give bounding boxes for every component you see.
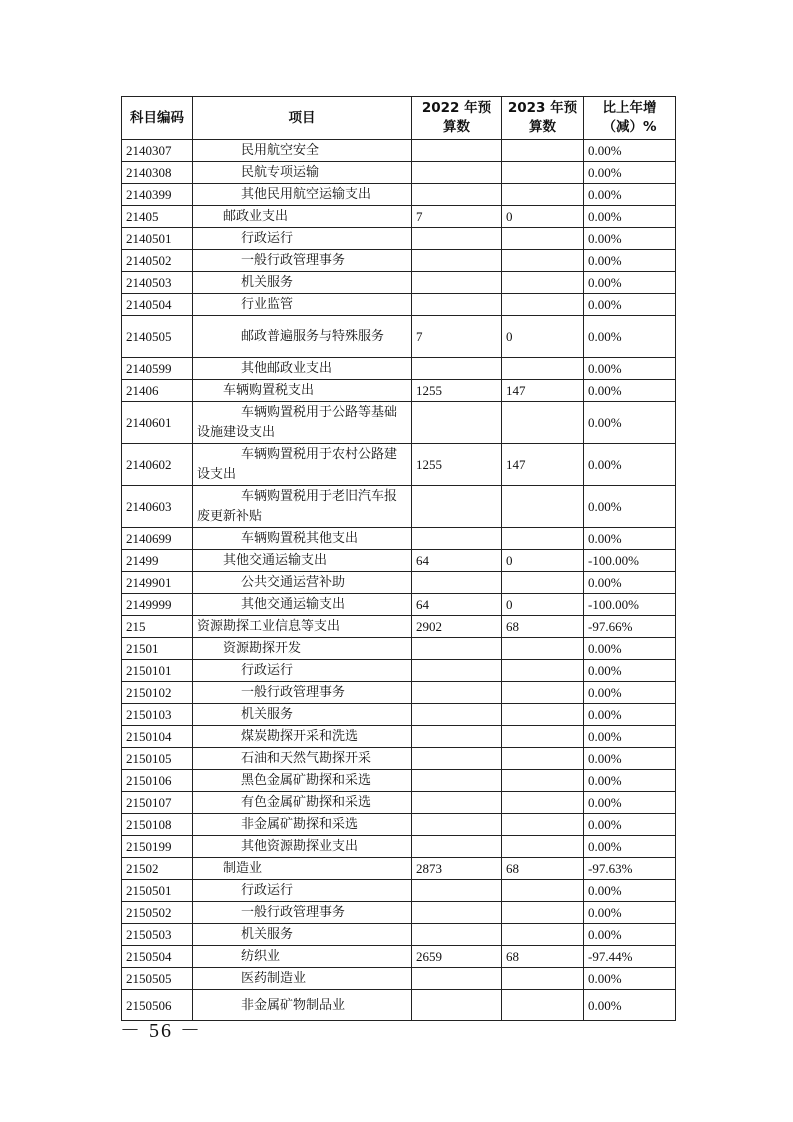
row-budget-2022: 2873 (412, 858, 502, 880)
budget-table (121, 96, 676, 1021)
row-budget-2022 (412, 682, 502, 704)
row-name: 机关服务 (193, 272, 412, 294)
row-code: 2140504 (122, 294, 193, 316)
row-code: 2140501 (122, 228, 193, 250)
row-budget-2022 (412, 726, 502, 748)
row-change: 0.00% (584, 990, 676, 1021)
row-budget-2023: 147 (502, 380, 584, 402)
row-budget-2022 (412, 748, 502, 770)
row-change: -100.00% (584, 594, 676, 616)
row-name: 非金属矿物制品业 (193, 990, 412, 1021)
row-budget-2023 (502, 682, 584, 704)
row-budget-2022: 7 (412, 316, 502, 358)
row-code: 2149999 (122, 594, 193, 616)
row-budget-2022: 1255 (412, 380, 502, 402)
row-code: 2150102 (122, 682, 193, 704)
table-row (122, 616, 676, 638)
row-budget-2022: 7 (412, 206, 502, 228)
row-budget-2022 (412, 902, 502, 924)
row-name: 非金属矿勘探和采选 (193, 814, 412, 836)
row-name: 资源勘探开发 (193, 638, 412, 660)
table-row (122, 550, 676, 572)
row-code: 2150501 (122, 880, 193, 902)
table-row (122, 528, 676, 550)
row-name: 其他交通运输支出 (193, 550, 412, 572)
row-change: 0.00% (584, 726, 676, 748)
row-change: 0.00% (584, 486, 676, 528)
row-budget-2023 (502, 184, 584, 206)
row-budget-2023 (502, 814, 584, 836)
page-number: － 56 － (120, 1020, 202, 1042)
row-budget-2023 (502, 880, 584, 902)
table-header-row (122, 97, 676, 140)
row-budget-2023 (502, 990, 584, 1021)
row-budget-2023 (502, 528, 584, 550)
row-name: 机关服务 (193, 704, 412, 726)
row-budget-2022: 2902 (412, 616, 502, 638)
row-budget-2023: 68 (502, 946, 584, 968)
table-row (122, 228, 676, 250)
row-budget-2023 (502, 792, 584, 814)
row-budget-2023: 0 (502, 594, 584, 616)
row-code: 2150106 (122, 770, 193, 792)
row-code: 2150104 (122, 726, 193, 748)
row-name: 纺织业 (193, 946, 412, 968)
row-code: 2150108 (122, 814, 193, 836)
row-budget-2023 (502, 272, 584, 294)
table-row (122, 748, 676, 770)
table-row (122, 402, 676, 444)
row-change: 0.00% (584, 638, 676, 660)
table-row (122, 162, 676, 184)
row-budget-2022 (412, 704, 502, 726)
row-name: 其他交通运输支出 (193, 594, 412, 616)
row-budget-2022 (412, 140, 502, 162)
row-name: 一般行政管理事务 (193, 250, 412, 272)
row-name: 黑色金属矿勘探和采选 (193, 770, 412, 792)
table-row (122, 272, 676, 294)
row-name: 机关服务 (193, 924, 412, 946)
row-budget-2022 (412, 294, 502, 316)
row-budget-2022 (412, 660, 502, 682)
table-row (122, 814, 676, 836)
row-name: 行政运行 (193, 880, 412, 902)
row-budget-2023 (502, 726, 584, 748)
row-name: 其他邮政业支出 (193, 358, 412, 380)
row-name: 民航专项运输 (193, 162, 412, 184)
row-budget-2022: 2659 (412, 946, 502, 968)
row-change: 0.00% (584, 572, 676, 594)
table-row (122, 924, 676, 946)
row-code: 21502 (122, 858, 193, 880)
header-change: 比上年增（减）% (584, 97, 676, 140)
table-row (122, 968, 676, 990)
row-change: 0.00% (584, 250, 676, 272)
row-change: 0.00% (584, 748, 676, 770)
row-change: -97.66% (584, 616, 676, 638)
row-change: 0.00% (584, 814, 676, 836)
table-row (122, 682, 676, 704)
row-budget-2023 (502, 638, 584, 660)
table-row (122, 206, 676, 228)
row-name: 民用航空安全 (193, 140, 412, 162)
row-change: 0.00% (584, 968, 676, 990)
header-budget-2022: 2022 年预算数 (412, 97, 502, 140)
table-row (122, 358, 676, 380)
row-budget-2022 (412, 272, 502, 294)
header-name: 项目 (193, 97, 412, 140)
row-code: 2150503 (122, 924, 193, 946)
table-row (122, 380, 676, 402)
row-change: 0.00% (584, 140, 676, 162)
table-row (122, 704, 676, 726)
row-name: 资源勘探工业信息等支出 (193, 616, 412, 638)
row-budget-2022 (412, 572, 502, 594)
row-budget-2023 (502, 770, 584, 792)
row-name: 医药制造业 (193, 968, 412, 990)
row-code: 2140503 (122, 272, 193, 294)
row-budget-2022 (412, 924, 502, 946)
row-code: 2149901 (122, 572, 193, 594)
table-row (122, 638, 676, 660)
row-code: 21405 (122, 206, 193, 228)
table-row (122, 836, 676, 858)
row-change: 0.00% (584, 228, 676, 250)
row-budget-2023 (502, 968, 584, 990)
row-name: 车辆购置税支出 (193, 380, 412, 402)
row-code: 21499 (122, 550, 193, 572)
row-budget-2022 (412, 638, 502, 660)
row-change: 0.00% (584, 380, 676, 402)
table-row (122, 316, 676, 358)
row-change: 0.00% (584, 770, 676, 792)
table-row (122, 294, 676, 316)
row-name: 车辆购置税用于农村公路建设支出 (193, 444, 412, 486)
row-name: 石油和天然气勘探开采 (193, 748, 412, 770)
row-budget-2022: 64 (412, 594, 502, 616)
row-budget-2022 (412, 250, 502, 272)
row-budget-2023 (502, 140, 584, 162)
row-name: 行业监管 (193, 294, 412, 316)
row-budget-2023: 68 (502, 858, 584, 880)
row-change: 0.00% (584, 902, 676, 924)
row-name: 一般行政管理事务 (193, 682, 412, 704)
row-code: 215 (122, 616, 193, 638)
row-code: 2150105 (122, 748, 193, 770)
row-code: 2140699 (122, 528, 193, 550)
row-budget-2023 (502, 902, 584, 924)
row-budget-2023 (502, 836, 584, 858)
row-change: 0.00% (584, 272, 676, 294)
row-name: 其他资源勘探业支出 (193, 836, 412, 858)
table-row (122, 726, 676, 748)
table-row (122, 184, 676, 206)
table-row (122, 792, 676, 814)
row-code: 2140505 (122, 316, 193, 358)
row-budget-2023 (502, 162, 584, 184)
row-budget-2022 (412, 836, 502, 858)
header-budget-2023: 2023 年预算数 (502, 97, 584, 140)
row-budget-2022 (412, 990, 502, 1021)
row-name: 一般行政管理事务 (193, 902, 412, 924)
row-change: 0.00% (584, 924, 676, 946)
row-change: 0.00% (584, 528, 676, 550)
row-code: 2140399 (122, 184, 193, 206)
row-change: 0.00% (584, 294, 676, 316)
row-change: 0.00% (584, 444, 676, 486)
row-code: 2150101 (122, 660, 193, 682)
row-change: -97.63% (584, 858, 676, 880)
row-budget-2022 (412, 184, 502, 206)
row-code: 2150103 (122, 704, 193, 726)
row-change: 0.00% (584, 358, 676, 380)
row-code: 2140308 (122, 162, 193, 184)
row-change: 0.00% (584, 880, 676, 902)
row-change: -100.00% (584, 550, 676, 572)
row-budget-2023 (502, 402, 584, 444)
table-row (122, 250, 676, 272)
row-budget-2023 (502, 924, 584, 946)
row-budget-2023: 0 (502, 206, 584, 228)
row-name: 行政运行 (193, 228, 412, 250)
row-budget-2022 (412, 228, 502, 250)
row-budget-2022: 1255 (412, 444, 502, 486)
row-budget-2023 (502, 250, 584, 272)
row-code: 2150506 (122, 990, 193, 1021)
row-change: 0.00% (584, 836, 676, 858)
row-change: 0.00% (584, 682, 676, 704)
row-code: 2140502 (122, 250, 193, 272)
row-budget-2023: 0 (502, 550, 584, 572)
row-change: 0.00% (584, 792, 676, 814)
row-budget-2022 (412, 814, 502, 836)
row-budget-2023: 147 (502, 444, 584, 486)
table-row (122, 572, 676, 594)
row-name: 车辆购置税用于老旧汽车报废更新补贴 (193, 486, 412, 528)
row-name: 其他民用航空运输支出 (193, 184, 412, 206)
row-code: 2140601 (122, 402, 193, 444)
row-budget-2023 (502, 572, 584, 594)
table-row (122, 140, 676, 162)
table-row (122, 902, 676, 924)
row-budget-2022 (412, 792, 502, 814)
table-body (122, 140, 676, 1021)
row-name: 行政运行 (193, 660, 412, 682)
row-change: 0.00% (584, 316, 676, 358)
row-budget-2022: 64 (412, 550, 502, 572)
row-budget-2023 (502, 294, 584, 316)
table-row (122, 770, 676, 792)
row-budget-2023 (502, 486, 584, 528)
row-change: 0.00% (584, 162, 676, 184)
row-budget-2022 (412, 358, 502, 380)
row-code: 2150107 (122, 792, 193, 814)
row-name: 车辆购置税用于公路等基础设施建设支出 (193, 402, 412, 444)
table-row (122, 990, 676, 1021)
table-row (122, 444, 676, 486)
row-change: -97.44% (584, 946, 676, 968)
table-row (122, 946, 676, 968)
table-row (122, 660, 676, 682)
table-row (122, 858, 676, 880)
row-budget-2022 (412, 968, 502, 990)
row-code: 2150502 (122, 902, 193, 924)
row-code: 2140307 (122, 140, 193, 162)
row-name: 煤炭勘探开采和洗选 (193, 726, 412, 748)
row-change: 0.00% (584, 184, 676, 206)
row-budget-2022 (412, 402, 502, 444)
row-code: 2140599 (122, 358, 193, 380)
row-name: 邮政业支出 (193, 206, 412, 228)
row-code: 21406 (122, 380, 193, 402)
row-budget-2023 (502, 704, 584, 726)
row-change: 0.00% (584, 206, 676, 228)
row-change: 0.00% (584, 704, 676, 726)
row-budget-2022 (412, 486, 502, 528)
row-budget-2023 (502, 660, 584, 682)
row-name: 邮政普遍服务与特殊服务 (193, 316, 412, 358)
row-code: 2140602 (122, 444, 193, 486)
row-budget-2023 (502, 358, 584, 380)
row-budget-2023 (502, 748, 584, 770)
row-budget-2022 (412, 880, 502, 902)
row-name: 有色金属矿勘探和采选 (193, 792, 412, 814)
row-code: 2150504 (122, 946, 193, 968)
row-code: 2150505 (122, 968, 193, 990)
row-change: 0.00% (584, 402, 676, 444)
table-row (122, 880, 676, 902)
row-change: 0.00% (584, 660, 676, 682)
row-budget-2023: 0 (502, 316, 584, 358)
row-budget-2022 (412, 162, 502, 184)
row-code: 21501 (122, 638, 193, 660)
row-budget-2023: 68 (502, 616, 584, 638)
header-code: 科目编码 (122, 97, 193, 140)
row-budget-2022 (412, 770, 502, 792)
row-budget-2023 (502, 228, 584, 250)
table-row (122, 486, 676, 528)
row-name: 公共交通运营补助 (193, 572, 412, 594)
row-code: 2150199 (122, 836, 193, 858)
row-name: 车辆购置税其他支出 (193, 528, 412, 550)
row-code: 2140603 (122, 486, 193, 528)
row-budget-2022 (412, 528, 502, 550)
table-row (122, 594, 676, 616)
row-name: 制造业 (193, 858, 412, 880)
